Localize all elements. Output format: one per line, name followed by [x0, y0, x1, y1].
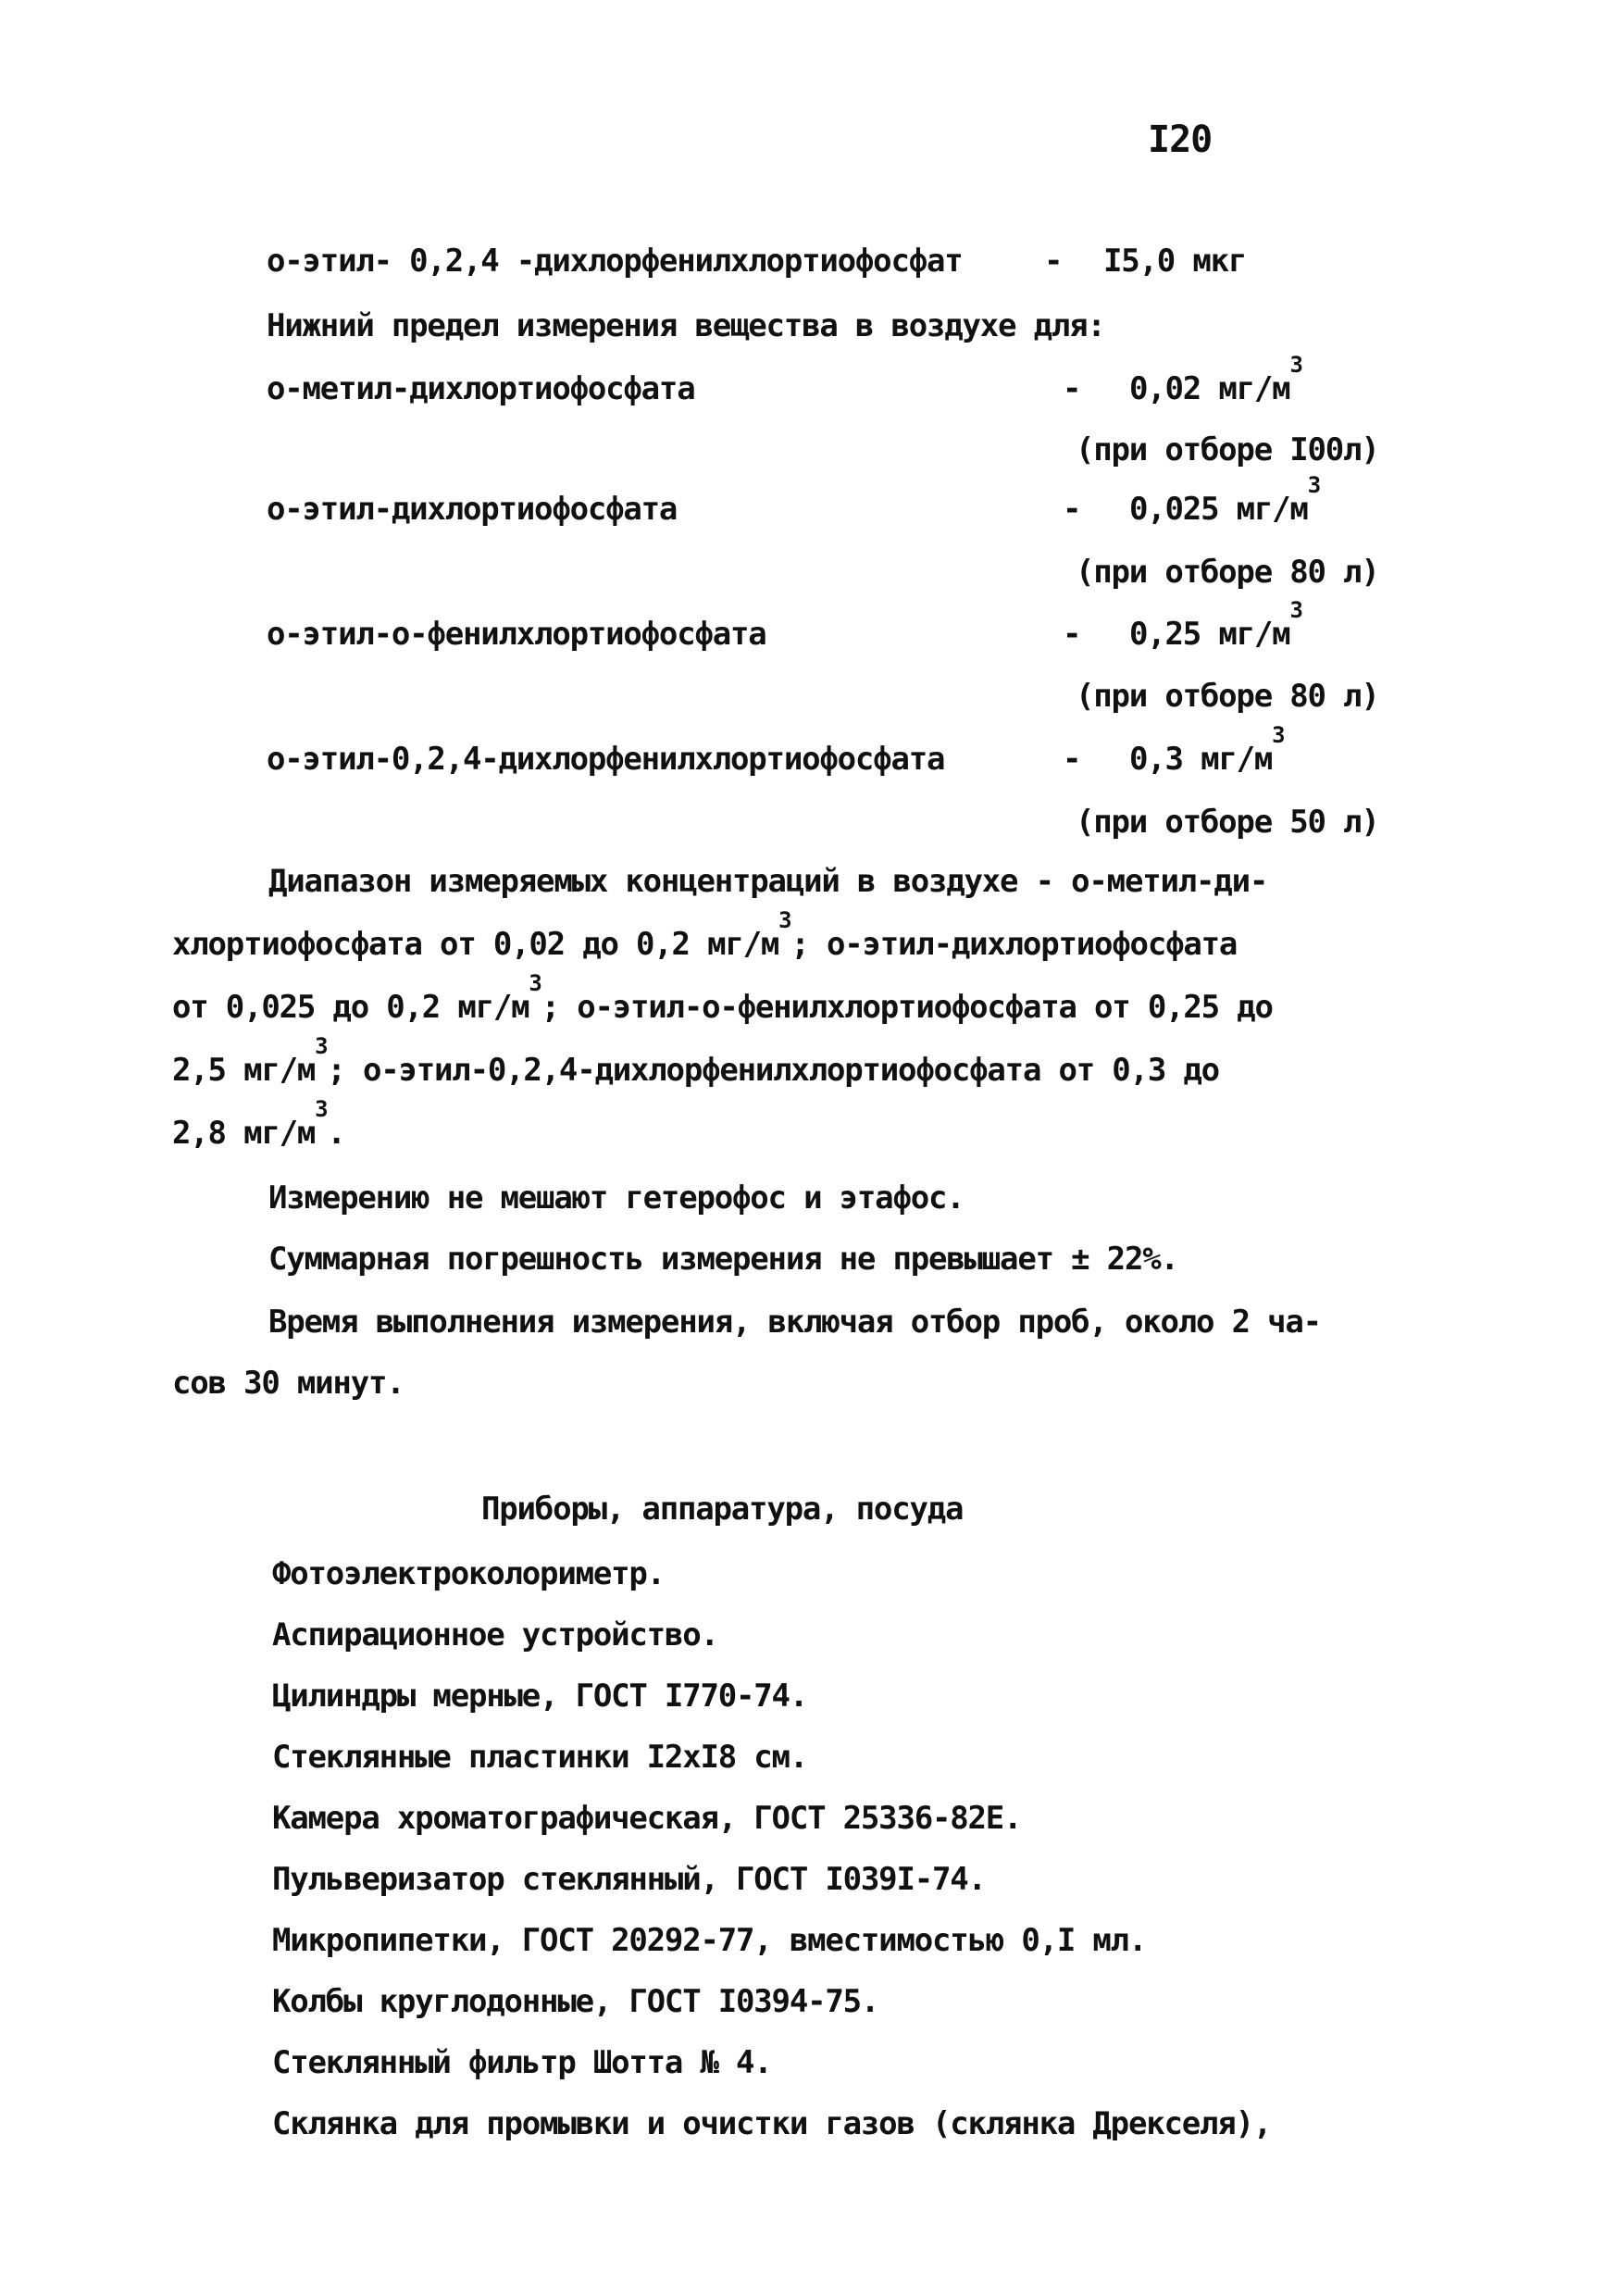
section-heading: Приборы, аппаратура, посуда	[481, 1491, 964, 1528]
time-line-2: сов 30 минут.	[172, 1365, 404, 1402]
superscript-exponent: 3	[778, 907, 791, 933]
limit-name: о-метил-дихлортиофосфата	[267, 370, 695, 407]
lower-limit-heading: Нижний предел измерения вещества в воздухе для:	[267, 307, 1105, 344]
list-item: Фотоэлектроколориметр.	[272, 1555, 665, 1592]
top-item-dash: -	[1044, 243, 1063, 280]
page-number: I20	[1148, 119, 1213, 161]
limit-dash: -	[1063, 616, 1081, 653]
top-item-value: I5,0 мкг	[1103, 243, 1247, 280]
top-item-name: о-этил- 0,2,4 -дихлорфенилхлортиофосфат	[267, 243, 963, 280]
limit-dash: -	[1063, 491, 1081, 528]
limit-value: 0,3 $мг/м^3$	[1129, 722, 1285, 778]
list-item: Стеклянные пластинки I2xI8 см.	[272, 1739, 808, 1776]
error-text: Суммарная погрешность измерения не превышает ± 22%.	[268, 1241, 1178, 1278]
superscript-exponent: 3	[529, 970, 541, 996]
list-item: Цилиндры мерные, ГОСТ I770-74.	[272, 1678, 808, 1715]
range-line-3: от 0,025 до 0,2 $мг/м^3$; о-этил-о-фенилхлортиофосфата от 0,25 до	[172, 970, 1273, 1026]
limit-note: (при отборе I00л)	[1076, 431, 1379, 468]
limit-name: о-этил-о-фенилхлортиофосфата	[267, 616, 766, 653]
range-line-2: хлортиофосфата от 0,02 до 0,2 $мг/м^3$; о-этил-дихлортиофосфата	[172, 907, 1238, 963]
time-line-1: Время выполнения измерения, включая отбор проб, около 2 ча-	[268, 1304, 1321, 1341]
superscript-exponent: 3	[1289, 597, 1302, 623]
limit-name: о-этил-0,2,4-дихлорфенилхлортиофосфата	[267, 741, 945, 778]
interference-text: Измерению не мешают гетерофос и этафос.	[268, 1179, 965, 1217]
list-item: Стеклянный фильтр Шотта № 4.	[272, 2044, 772, 2081]
list-item: Склянка для промывки и очистки газов (склянка Дрекселя),	[272, 2105, 1272, 2142]
superscript-exponent: 3	[315, 1096, 328, 1122]
list-item: Пульверизатор стеклянный, ГОСТ I039I-74.	[272, 1861, 986, 1898]
range-line-1: Диапазон измеряемых концентраций в воздухе - о-метил-ди-	[268, 863, 1268, 900]
superscript-exponent: 3	[1272, 722, 1285, 748]
superscript-exponent: 3	[1307, 472, 1320, 498]
limit-value: 0,02 $мг/м^3$	[1129, 352, 1302, 407]
limit-value: 0,025 $мг/м^3$	[1129, 472, 1320, 528]
limit-note: (при отборе 80 л)	[1076, 678, 1379, 715]
superscript-exponent: 3	[315, 1033, 328, 1059]
limit-note: (при отборе 50 л)	[1076, 804, 1379, 841]
limit-value: 0,25 $мг/м^3$	[1129, 597, 1302, 653]
limit-name: о-этил-дихлортиофосфата	[267, 491, 678, 528]
limit-dash: -	[1063, 741, 1081, 778]
limit-note: (при отборе 80 л)	[1076, 554, 1379, 591]
range-line-4: 2,5 $мг/м^3$; о-этил-0,2,4-дихлорфенилхлортиофосфата от 0,3 до	[172, 1033, 1219, 1089]
list-item: Микропипетки, ГОСТ 20292-77, вместимостью 0,I мл.	[272, 1922, 1147, 1959]
list-item: Камера хроматографическая, ГОСТ 25336-82Е.	[272, 1800, 1022, 1837]
superscript-exponent: 3	[1289, 352, 1302, 378]
limit-dash: -	[1063, 370, 1081, 407]
list-item: Колбы круглодонные, ГОСТ I0394-75.	[272, 1983, 879, 2020]
list-item: Аспирационное устройство.	[272, 1616, 718, 1653]
range-line-5: 2,8 $мг/м^3$.	[172, 1096, 345, 1152]
